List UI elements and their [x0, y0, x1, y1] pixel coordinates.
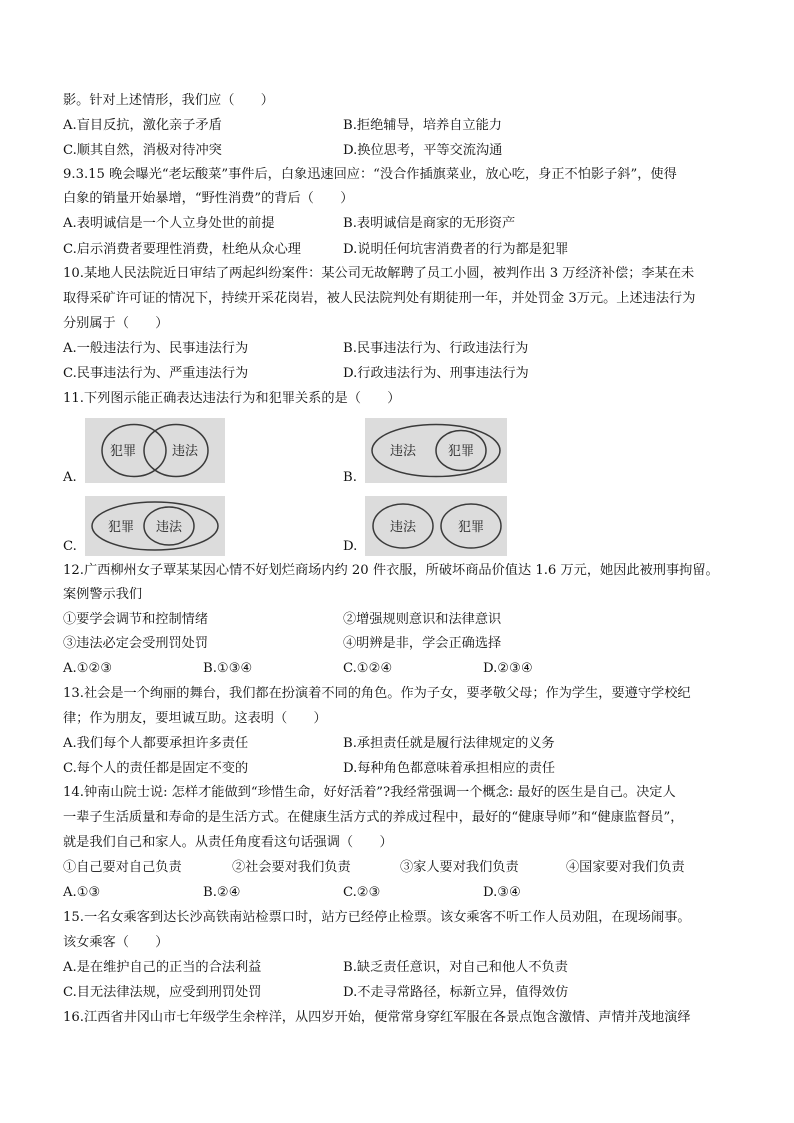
q13-option-b: B.承担责任就是履行法律规定的义务	[343, 736, 555, 751]
q11-d-photo-bg	[365, 496, 507, 556]
q14-option-a: A.①③	[63, 885, 101, 900]
q10-option-a: A.一般违法行为、民事违法行为	[63, 341, 249, 356]
q16-stem-line1: 16.江西省井冈山市七年级学生余梓洋，从四岁开始，便常常身穿红军服在各景点饱含激情、声情并茂地演绎	[63, 1010, 691, 1025]
q13-option-a: A.我们每个人都要承担许多责任	[63, 736, 249, 751]
q14-statement-4: ④国家要对我们负责	[566, 860, 685, 875]
q13-option-c: C.每个人的责任都是固定不变的	[63, 761, 249, 776]
q11-a-text-weifa: 违法	[171, 444, 199, 459]
q13-option-d: D.每种角色都意味着承担相应的责任	[343, 761, 556, 776]
q11-a-text-fanzui: 犯罪	[109, 444, 137, 459]
q9-option-b: B.表明诚信是商家的无形资产	[343, 216, 516, 231]
q12-option-b: B.①③④	[203, 661, 253, 676]
q8-stem-end: 影。针对上述情形，我们应（ ）	[63, 93, 274, 108]
q11-d-text-weifa: 违法	[389, 520, 417, 535]
q11-c-text-fanzui: 犯罪	[107, 520, 135, 535]
q9-option-c: C.启示消费者要理性消费，杜绝从众心理	[63, 242, 301, 257]
q11-option-d-label: D.	[343, 539, 358, 554]
q15-option-b: B.缺乏责任意识，对自己和他人不负责	[343, 960, 568, 975]
q11-option-a-label: A.	[63, 470, 77, 485]
q11-option-c-label: C.	[63, 539, 77, 554]
q12-stem-line1: 12.广西柳州女子覃某某因心情不好划烂商场内约 20 件衣服，所破坏商品价值达 1.6 万元，她因此被刑事拘留。	[63, 563, 719, 578]
q14-statement-1: ①自己要对自己负责	[63, 860, 182, 875]
q14-stem-line3: 就是我们自己和家人。从责任角度看这句话强调（ ）	[63, 835, 393, 850]
q15-option-d: D.不走寻常路径，标新立异，值得效仿	[343, 985, 569, 1000]
q11-diagram-d	[365, 496, 507, 556]
q11-d-text-fanzui: 犯罪	[457, 520, 485, 535]
q8-option-c: C.顺其自然，消极对待冲突	[63, 143, 222, 158]
q10-stem-line2: 取得采矿许可证的情况下，持续开采花岗岩，被人民法院判处有期徒刑一年，并处罚金 3万元。上述违法行为	[63, 291, 696, 306]
q15-option-a: A.是在维护自己的正当的合法利益	[63, 960, 262, 975]
q14-stem-line2: 一辈子生活质量和寿命的是生活方式。在健康生活方式的养成过程中，最好的“健康导师”和“健康监督员”，	[63, 810, 684, 825]
q8-option-b: B.拒绝辅导，培养自立能力	[343, 118, 502, 133]
q14-option-b: B.②④	[203, 885, 241, 900]
q12-option-c: C.①②④	[343, 661, 393, 676]
q8-option-a: A.盲目反抗，激化亲子矛盾	[63, 118, 222, 133]
q14-statement-2: ②社会要对我们负责	[232, 860, 351, 875]
q11-stem: 11.下列图示能正确表达违法行为和犯罪关系的是（ ）	[63, 391, 401, 406]
q9-option-a: A.表明诚信是一个人立身处世的前提	[63, 216, 275, 231]
q14-statement-3: ③家人要对我们负责	[400, 860, 519, 875]
q9-option-d: D.说明任何坑害消费者的行为都是犯罪	[343, 242, 569, 257]
q10-stem-line1: 10.某地人民法院近日审结了两起纠纷案件：某公司无故解聘了员工小圆，被判作出 3 万经济补偿；李某在未	[63, 266, 695, 281]
q11-b-text-fanzui: 犯罪	[447, 444, 475, 459]
q10-stem-line3: 分别属于（ ）	[63, 316, 169, 331]
q11-a-photo-bg	[85, 418, 225, 483]
q11-diagram-b	[365, 418, 507, 483]
q12-stem-line2: 案例警示我们	[63, 587, 143, 602]
q15-stem-line2: 该女乘客（ ）	[63, 935, 169, 950]
q13-stem-line2: 律；作为朋友，要坦诚互助。这表明（ ）	[63, 711, 327, 726]
q14-option-d: D.③④	[483, 885, 521, 900]
q9-stem-line1: 9.3.15 晚会曝光“老坛酸菜”事件后，白象迅速回应：“没合作插旗菜业，放心吃，身正不怕影子斜”，使得	[63, 167, 677, 182]
q14-stem-line1: 14.钟南山院士说: 怎样才能做到“珍惜生命，好好活着”?我经常强调一个概念: 最好的医生是自己。决定人	[63, 785, 676, 800]
q11-diagram-a	[85, 418, 225, 483]
q15-stem-line1: 15.一名女乘客到达长沙高铁南站检票口时，站方已经停止检票。该女乘客不听工作人员劝阻，在现场闹事。	[63, 910, 691, 925]
q14-option-c: C.②③	[343, 885, 381, 900]
q12-statement-3: ③违法必定会受刑罚处罚	[63, 636, 209, 651]
q12-statement-4: ④明辨是非，学会正确选择	[343, 636, 502, 651]
q12-option-d: D.②③④	[483, 661, 533, 676]
q11-option-b-label: B.	[343, 470, 357, 485]
q12-statement-2: ②增强规则意识和法律意识	[343, 612, 502, 627]
q11-c-text-weifa: 违法	[155, 520, 183, 535]
q13-stem-line1: 13.社会是一个绚丽的舞台，我们都在扮演着不同的角色。作为子女，要孝敬父母；作为学生，要遵守学校纪	[63, 686, 691, 701]
q10-option-d: D.行政违法行为、刑事违法行为	[343, 366, 529, 381]
q15-option-c: C.目无法律法规，应受到刑罚处罚	[63, 985, 262, 1000]
q12-option-a: A.①②③	[63, 661, 113, 676]
q11-diagram-c	[85, 496, 225, 556]
q11-b-text-weifa: 违法	[389, 444, 417, 459]
q10-option-c: C.民事违法行为、严重违法行为	[63, 366, 249, 381]
q9-stem-line2: 白象的销量开始暴增，“野性消费”的背后（ ）	[63, 191, 354, 206]
q8-option-d: D.换位思考，平等交流沟通	[343, 143, 503, 158]
q10-option-b: B.民事违法行为、行政违法行为	[343, 341, 529, 356]
q12-statement-1: ①要学会调节和控制情绪	[63, 612, 209, 627]
